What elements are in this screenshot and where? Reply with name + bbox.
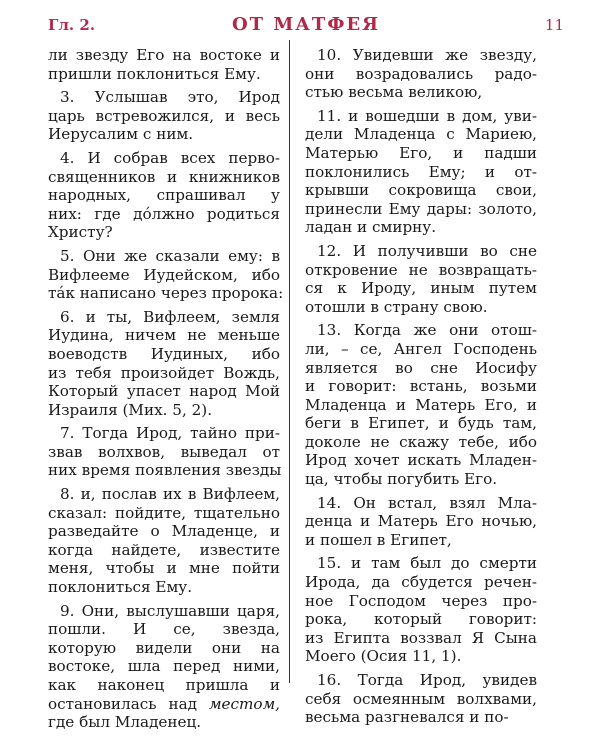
text-line: беги в Египет, и будь там, <box>305 414 537 433</box>
text-line: Ирод хочет искать Младен- <box>305 451 537 470</box>
text-line: ли звезду Его на востоке и <box>48 46 280 64</box>
column-divider <box>289 40 290 683</box>
italic-word: местом, <box>208 694 280 713</box>
text-line: Христу? <box>48 223 113 242</box>
text-line: ся к Ироду, иным путем <box>305 279 537 298</box>
verse-paragraph <box>48 246 284 303</box>
text-line: них: где дóлжно родиться <box>48 204 280 223</box>
text-line: которую видели они на <box>48 638 280 657</box>
text-line: принесли Ему дары: золото, <box>305 199 537 218</box>
verse-paragraph <box>48 485 280 597</box>
text-line: 10. Увидевши же звезду, <box>317 46 537 64</box>
text-line: народных, спрашивал у <box>48 186 280 205</box>
text-line: звав волхвов, выведал от <box>48 442 280 461</box>
verse-paragraph <box>305 242 537 316</box>
left-column <box>48 46 284 732</box>
text-line: когда найдете, известите <box>48 540 280 559</box>
text-line: пришли поклониться Ему. <box>48 64 261 83</box>
text-line: поклониться Ему. <box>48 578 193 597</box>
verse-paragraph <box>305 107 537 237</box>
text-line: Иудина, ничем не меньше <box>48 326 280 345</box>
text-line: ладан и смирну. <box>305 218 437 237</box>
text-line: Израиля (Мих. 5, 2). <box>48 400 213 419</box>
verse-paragraph <box>305 494 537 550</box>
text-segment: остановилась над <box>48 694 197 713</box>
text-line: 16. Тогда Ирод, увидев <box>317 671 537 689</box>
right-column <box>305 46 537 727</box>
verse-paragraph <box>305 46 537 102</box>
text-line: и пошел в Египет, <box>305 530 452 549</box>
verse-paragraph <box>305 321 537 488</box>
text-line: 12. И получивши во сне <box>317 241 537 260</box>
verse-paragraph <box>48 424 280 480</box>
text-line: 5. Они же сказали ему: в <box>60 246 280 265</box>
text-line: ца, чтобы погубить Его. <box>305 470 498 489</box>
text-line: ли, – се, Ангел Господень <box>305 339 537 358</box>
text-line: 7. Тогда Ирод, тайно при- <box>60 424 280 443</box>
text-line: 3. Услышав это, Ирод <box>60 88 280 107</box>
text-line: 4. И собрав всех перво- <box>60 148 280 167</box>
text-line: и говорит: встань, возьми <box>305 377 537 396</box>
text-line: тáк написано через пророка: <box>48 284 284 303</box>
text-line: разведайте о Младенце, и <box>48 522 280 541</box>
text-line: меня, чтобы и мне пойти <box>48 559 280 578</box>
text-line: 6. и ты, Вифлеем, земля <box>60 307 280 326</box>
text-line: 11. и вошедши в дом, уви- <box>317 106 537 125</box>
text-line: доколе не скажу тебе, ибо <box>305 432 537 451</box>
text-line: 13. Когда же они отош- <box>317 321 537 340</box>
book-title: ОТ МАТФЕЯ <box>232 14 380 35</box>
text-line: них время появления звезды <box>48 461 282 480</box>
text-line: весьма разгневался и по- <box>305 708 509 727</box>
text-line: Ирода, да сбудется речен- <box>305 573 537 592</box>
text-line: рока, который говорит: <box>305 610 537 629</box>
text-line: является во сне Иосифу <box>305 358 537 377</box>
text-line: где был Младенец. <box>48 713 202 732</box>
text-line: Вифлееме Иудейском, ибо <box>48 265 280 284</box>
verse-paragraph <box>48 46 280 83</box>
text-line: 15. и там был до смерти <box>317 554 537 573</box>
text-line: Матерью Его, и падши <box>305 143 537 162</box>
text-line: воеводств Иудиных, ибо <box>48 344 280 363</box>
text-line: ное Господом через про- <box>305 591 537 610</box>
text-line: из Египта воззвал Я Сына <box>305 628 537 647</box>
text-line: Моего (Осия 11, 1). <box>305 647 462 666</box>
text-line: 8. и, послав их в Вифлеем, <box>60 485 280 504</box>
text-line: крывши сокровища свои, <box>305 181 537 200</box>
text-line: священников и книжников <box>48 167 280 186</box>
text-line: откровение не возвращать- <box>305 260 537 279</box>
verse-paragraph <box>48 308 280 420</box>
text-line: 9. Они, выслушавши царя, <box>60 601 280 620</box>
text-line <box>48 695 280 714</box>
text-line: царь встревожился, и весь <box>48 106 280 125</box>
text-line: стью весьма великою, <box>305 83 483 102</box>
verse-paragraph <box>305 554 537 666</box>
text-line: из тебя произойдет Вождь, <box>48 363 280 382</box>
page-header <box>48 14 564 38</box>
text-line: как наконец пришла и <box>48 676 280 694</box>
text-line: пошли. И се, звезда, <box>48 620 280 639</box>
text-line: они возрадовались радо- <box>305 64 537 83</box>
chapter-label: Гл. 2. <box>48 16 96 34</box>
verse-paragraph <box>48 602 280 732</box>
verse-paragraph <box>48 149 280 242</box>
text-line: Иерусалим с ним. <box>48 125 194 144</box>
text-line: 14. Он встал, взял Мла- <box>317 493 537 512</box>
text-line: отошли в страну свою. <box>305 297 488 316</box>
text-line: Младенца и Матерь Его, и <box>305 395 537 414</box>
text-line: востоке, шла перед ними, <box>48 657 280 676</box>
verse-paragraph <box>48 88 280 144</box>
text-line: денца и Матерь Его ночью, <box>305 512 537 531</box>
text-line: поклонились Ему; и от- <box>305 162 537 181</box>
verse-paragraph <box>305 671 537 727</box>
text-line: себя осмеянным волхвами, <box>305 689 537 708</box>
page-number: 11 <box>544 16 564 34</box>
text-line: дели Младенца с Мариею, <box>305 125 537 144</box>
text-line: сказал: пойдите, тщательно <box>48 503 280 522</box>
text-line: Который упасет народ Мой <box>48 382 280 401</box>
